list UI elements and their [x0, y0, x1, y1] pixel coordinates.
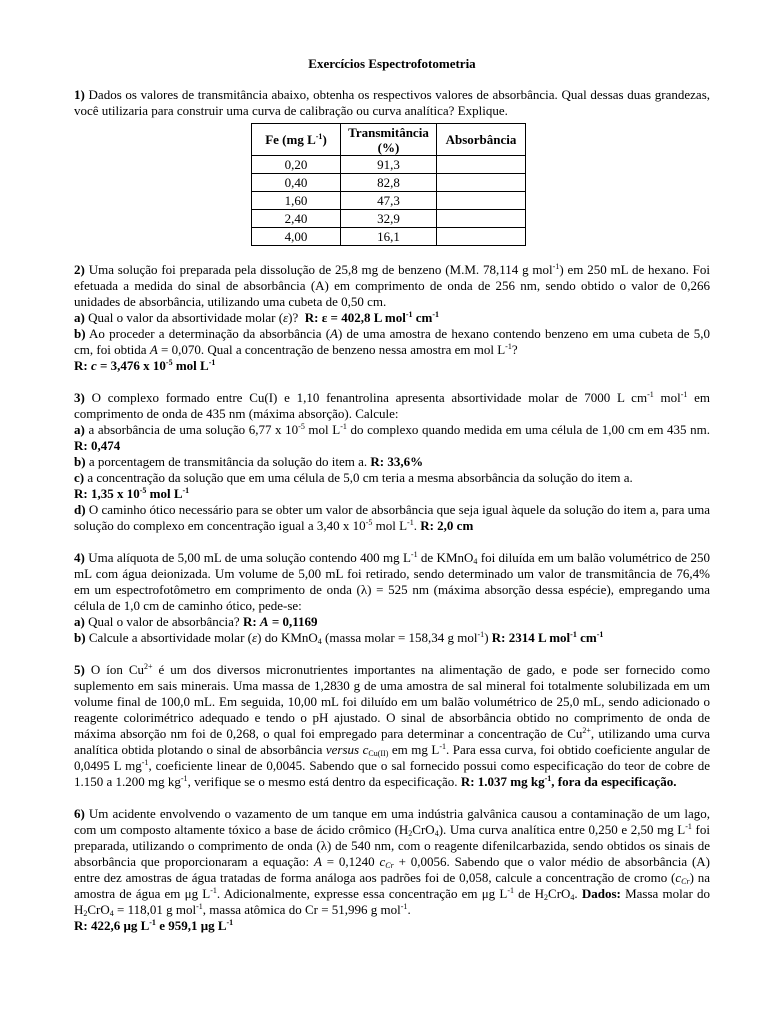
cell-transmittance: 91,3 [341, 156, 437, 174]
question-6-answer: R: 422,6 μg $L^{-1}$ e 959,1 μg $L^{-1}$ [74, 918, 234, 933]
cell-fe: 0,20 [252, 156, 341, 174]
question-6 [74, 806, 710, 934]
table-row [252, 228, 526, 246]
question-3c-answer: R: 1,35 x $10^{-5}$ mol $L^{-1}$ [74, 486, 190, 501]
question-3 [74, 390, 710, 534]
table-row [252, 174, 526, 192]
cell-absorbance [437, 192, 526, 210]
question-3c: c) a concentração da solução que em uma célula de 5,0 cm teria a mesma absorbância da solução do item a. [74, 470, 633, 485]
question-3b: b) a porcentagem de transmitância da solução do item a. R: 33,6% [74, 454, 424, 469]
cell-fe: 4,00 [252, 228, 341, 246]
cell-absorbance [437, 174, 526, 192]
question-4 [74, 550, 710, 646]
absorbance-header: Absorbância [437, 124, 526, 156]
cell-fe: 1,60 [252, 192, 341, 210]
document-page [74, 56, 710, 950]
question-5 [74, 662, 710, 790]
question-2b: b) Ao proceder a determinação da absorbância (A) de uma amostra de hexano contendo benzeno em uma cubeta de 5,0 cm, foi obtida A = 0,070. Qual a concentração de benzeno nessa amostra em mol $L^{-1}$? [74, 326, 710, 357]
cell-absorbance [437, 210, 526, 228]
cell-transmittance: 32,9 [341, 210, 437, 228]
table-header-row [252, 124, 526, 156]
cell-absorbance [437, 156, 526, 174]
question-2 [74, 262, 710, 374]
question-1-text: 1) Dados os valores de transmitância abaixo, obtenha os respectivos valores de absorbância. Qual dessas duas grandezas, você utilizaria para construir uma curva de calibração ou curva analítica? Explique. [74, 87, 711, 118]
cell-absorbance [437, 228, 526, 246]
question-2a: a) Qual o valor da absortividade molar (ε)? R: ε = 402,8 L mol$^{-1}$ $cm^{-1}$ [74, 310, 440, 325]
cell-fe: 0,40 [252, 174, 341, 192]
cell-fe: 2,40 [252, 210, 341, 228]
question-3-intro: 3) O complexo formado entre Cu(I) e 1,10 fenantrolina apresenta absortividade molar de 7000 L $cm^{-1}$ mol$^{-1}$ em comprimento de onda de 435 nm (máxima absorção). Calcule: [74, 390, 710, 421]
fe-header: Fe (mg $L^{-1}$) [252, 124, 341, 156]
question-3d: d) O caminho ótico necessário para se obter um valor de absorbância que seja igual àquele da solução do item a, para uma solução do complexo em concentração igual a 3,40 x $10^{-5}$ mol $L^{-1}$. R: 2,0 cm [74, 502, 710, 533]
question-3a: a) a absorbância de uma solução 6,77 x $10^{-5}$ mol $L^{-1}$ do complexo quando medida em uma célula de 1,00 cm em 435 nm. R: 0,474 [74, 422, 710, 453]
question-5-text: 5) O íon $Cu^{2+}$ é um dos diversos micronutrientes importantes na alimentação de gado, e pode ser fornecido como suplemento em sais minerais. Uma massa de 1,2830 g de uma amostra de sal mineral foi totalmente solubilizada em um volume final de 100,0 mL. Em seguida, 10,00 mL foi diluído em um balão volumétrico de 25,0 mL, sendo adicionado o reagente colorimétrico adequado e tendo o pH ajustado. O sinal de absorbância obtido no comprimento de onda de máxima absorção nm foi de 0,268, o qual foi empregado para determinar a concentração de $Cu^{2+}$, utilizando uma curva analítica obtida plotando o sinal de absorbância versus $c_{Cu(II)}$ em mg $L^{-1}$. Para essa curva, foi obtido coeficiente angular de 0,0495 L $mg^{-1}$, coeficiente linear de 0,0045. Sabendo que o sal fornecido possui como especificação do teor de cobre de 1.150 a 1.200 mg $kg^{-1}$, verifique se o mesmo está dentro da especificação. R: 1.037 mg $kg^{-1}$, fora da especificação. [74, 662, 711, 789]
transmittance-table [251, 123, 526, 246]
question-6-text: 6) Um acidente envolvendo o vazamento de um tanque em uma indústria galvânica causou a contaminação de um lago, com um composto altamente tóxico a base de ácido crômico $(H_2CrO_4)$. Uma curva analítica entre 0,250 e 2,50 mg $L^{-1}$ foi preparada, utilizando o comprimento de onda (λ) de 540 nm, com o reagente difenilcarbazida, sendo obtidos os sinais de absorbância que proporcionaram a equação: A = 0,1240 $c_{Cr} + 0,0056$. Sabendo que o valor médio de absorbância (A) entre dez amostras de água tratadas de forma análoga aos padrões foi de 0,058, calcule a concentração de cromo $(c_{Cr})$ na amostra de água em μg $L^{-1}$. Adicionalmente, expresse essa concentração em μg $L^{-1}$ de $H_2CrO_4$. Dados: Massa molar do $H_2CrO_4 = 118,01$ g mol$^{-1}$, massa atômica do Cr = 51,996 g mol$^{-1}$. [74, 806, 711, 918]
question-4b: b) Calcule a absortividade molar (ε) do KMnO$_4$ (massa molar = 158,34 g mol$^{-1}$) R: 2314 L mol$^{-1}$ $cm^{-1}$ [74, 630, 604, 646]
cell-transmittance: 16,1 [341, 228, 437, 246]
table-row [252, 192, 526, 210]
transmittance-header: Transmitância (%) [341, 124, 437, 156]
document-title: Exercícios Espectrofotometria [308, 56, 476, 71]
table-row [252, 156, 526, 174]
question-4a: a) Qual o valor de absorbância? R: A = 0,1169 [74, 614, 318, 629]
table-row [252, 210, 526, 228]
cell-transmittance: 47,3 [341, 192, 437, 210]
question-2-intro: 2) Uma solução foi preparada pela dissolução de 25,8 mg de benzeno (M.M. 78,114 g mol$^{-1}$) em 250 mL de hexano. Foi efetuada a medida do sinal de absorbância (A) em comprimento de onda de 256 nm, sendo obtido o valor de 0,266 unidades de absorbância, utilizando uma cubeta de 0,50 cm. [74, 262, 711, 309]
question-2b-answer: R: c = 3,476 x $10^{-5}$ mol $L^{-1}$ [74, 358, 216, 373]
cell-transmittance: 82,8 [341, 174, 437, 192]
question-4-intro: 4) Uma alíquota de 5,00 mL de uma solução contendo 400 mg $L^{-1}$ de KMnO$_4$ foi diluída em um balão volumétrico de 250 mL com água deionizada. Um volume de 5,00 mL foi retirado, sendo determinado um valor de transmitância de 76,4% em um espectrofotômetro em comprimento de onda (λ) = 525 nm (máxima absorção dessa espécie), empregando uma célula de 1,0 cm de caminho ótico, pede-se: [74, 550, 711, 613]
question-1 [74, 87, 710, 246]
